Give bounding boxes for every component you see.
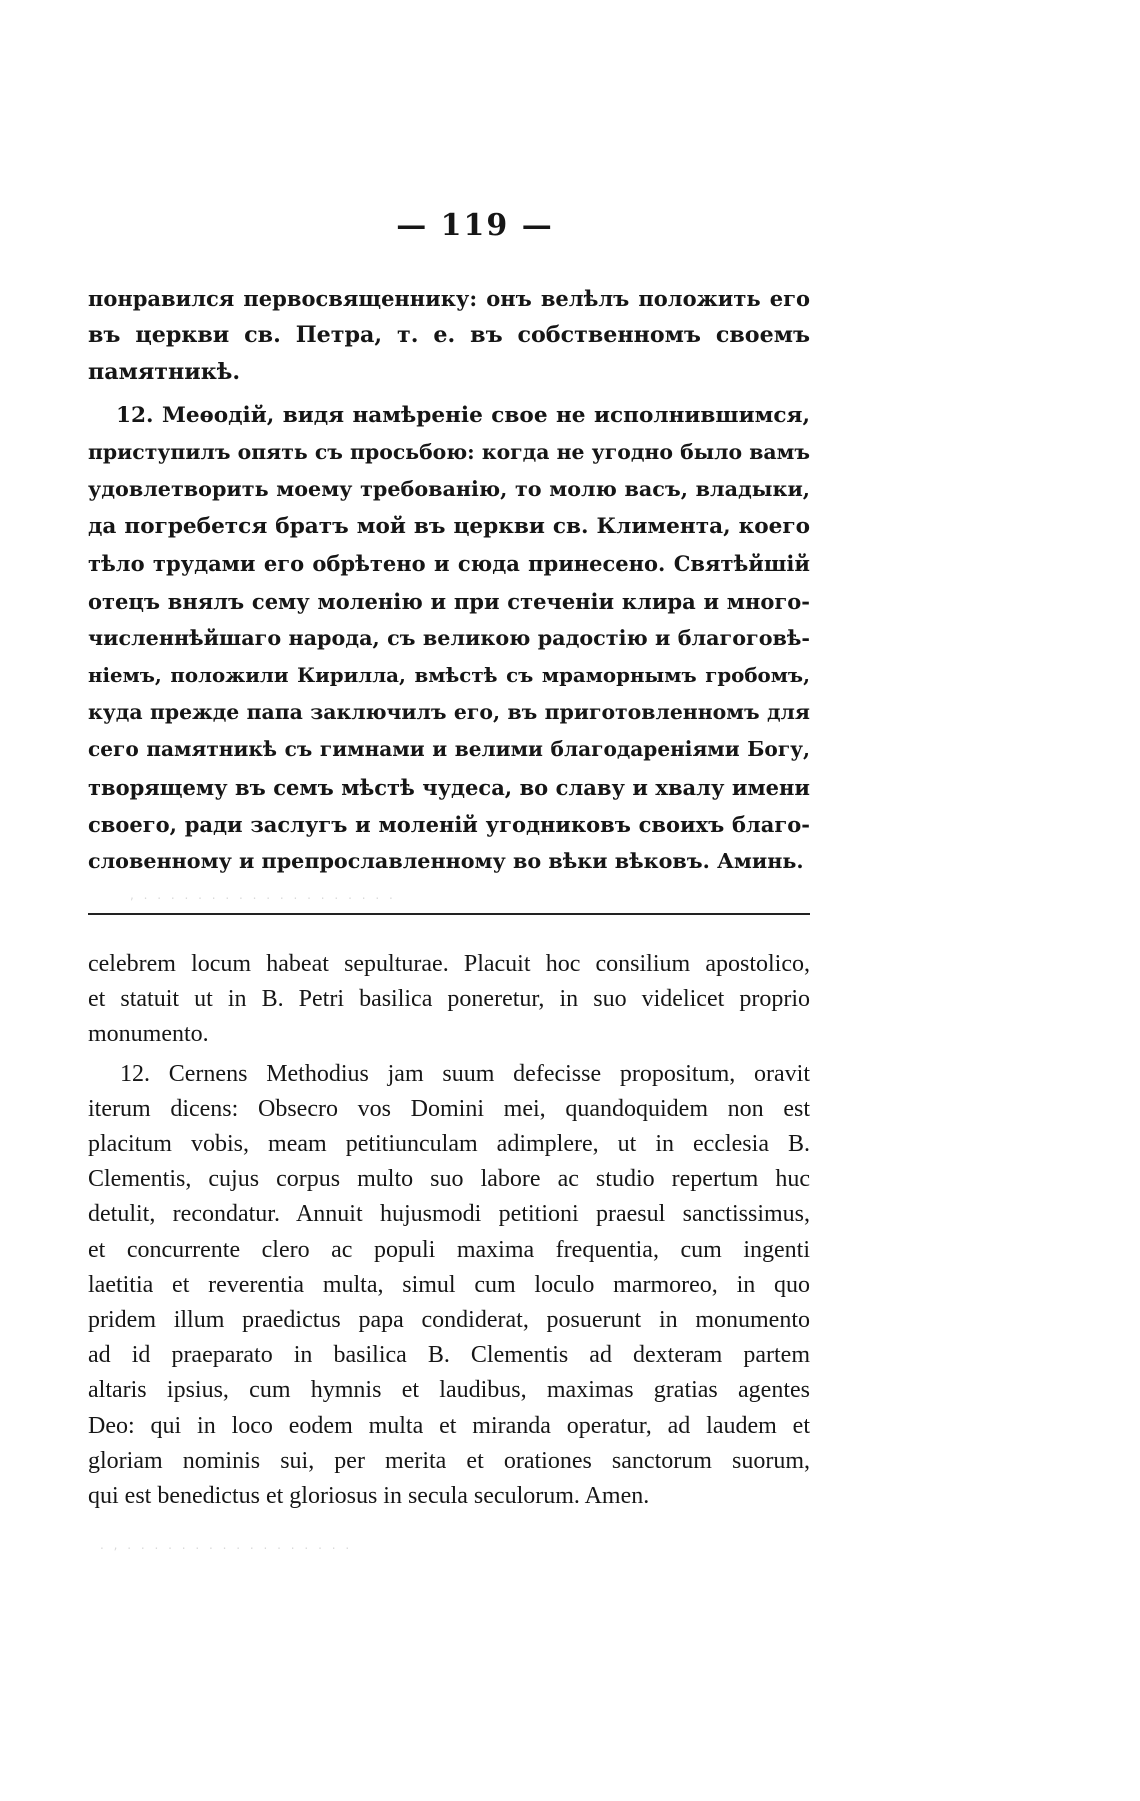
text-line: словенному и препрославленному во вѣки вѣковъ. Аминь.: [88, 849, 804, 874]
text-line: въ церкви св. Петра, т. е. въ собственномъ своемъ: [88, 322, 810, 349]
text-line: приступилъ опять съ просьбою: когда не угодно было вамъ: [88, 439, 810, 464]
text-line: gloriam nominis sui, per merita et orationes sanctorum suorum,: [88, 1447, 810, 1474]
text-line: памятникѣ.: [88, 359, 241, 386]
text-line: placitum vobis, meam petitiunculam adimplere, ut in ecclesia B.: [88, 1131, 810, 1158]
text-line: celebrem locum habeat sepulturae. Placuit hoc consilium apostolico,: [88, 951, 810, 977]
text-line: altaris ipsius, cum hymnis et laudibus, maximas gratias agentes: [88, 1377, 810, 1404]
text-line: отецъ внялъ сему моленію и при стеченіи клира и много-: [88, 588, 810, 614]
text-line: ad id praeparato in basilica B. Clementis ad dexteram partem: [88, 1342, 810, 1369]
text-line: куда прежде папа заключилъ его, въ приготовленномъ для: [88, 700, 810, 725]
separator-rule: [88, 913, 810, 915]
text-line: pridem illum praedictus papa condiderat, posuerunt in monumento: [88, 1307, 810, 1334]
text-line: et concurrente clero ac populi maxima frequentia, cum ingenti: [88, 1236, 810, 1263]
text-line: да погребется братъ мой въ церкви св. Климента, коего: [88, 514, 810, 540]
text-line: 12. Меѳодій, видя намѣреніе свое не исполнившимся,: [116, 402, 810, 428]
text-line: Clementis, cujus corpus multo suo labore ac studio repertum huc: [88, 1166, 810, 1193]
text-line: iterum dicens: Obsecro vos Domini mei, quandoquidem non est: [88, 1095, 810, 1122]
text-line: сего памятникѣ съ гимнами и велими благодареніями Богу,: [88, 737, 810, 762]
text-line: qui est benedictus et gloriosus in secula seculorum. Amen.: [88, 1483, 650, 1510]
text-line: Deo: qui in loco eodem multa et miranda operatur, ad laudem et: [88, 1412, 810, 1439]
text-line: тѣло трудами его обрѣтено и сюда принесено. Святѣйшій: [88, 551, 810, 577]
text-line: 12. Cernens Methodius jam suum defecisse propositum, oravit: [120, 1060, 810, 1087]
text-line: своего, ради заслугъ и моленій угодниковъ своихъ благо-: [88, 811, 810, 837]
text-line: monumento.: [88, 1021, 209, 1048]
bleed-through-marks: , . . . . . . . . . . . . . . . . . . .: [130, 888, 396, 902]
text-line: et statuit ut in B. Petri basilica poneretur, in suo videlicet proprio: [88, 986, 810, 1013]
bleed-through-marks: . , . . . . . . . . . . . . . . . . .: [100, 1538, 353, 1552]
latin-text-block: [88, 947, 810, 1514]
text-line: ніемъ, положили Кирилла, вмѣстѣ съ мраморнымъ гробомъ,: [88, 663, 810, 688]
page-number: — 119 —: [396, 208, 554, 243]
text-line: понравился первосвященнику: онъ велѣлъ положить его: [88, 286, 810, 311]
text-line: творящему въ семъ мѣстѣ чудеса, во славу и хвалу имени: [88, 774, 810, 800]
text-line: detulit, recondatur. Annuit hujusmodi petitioni praesul sanctissimus,: [88, 1201, 810, 1228]
russian-text-block: [88, 280, 810, 880]
text-line: laetitia et reverentia multa, simul cum loculo marmoreo, in quo: [88, 1271, 810, 1298]
text-line: численнѣйшаго народа, съ великою радостію и благоговѣ-: [88, 625, 810, 650]
text-line: удовлетворить моему требованію, то молю васъ, владыки,: [88, 477, 810, 502]
